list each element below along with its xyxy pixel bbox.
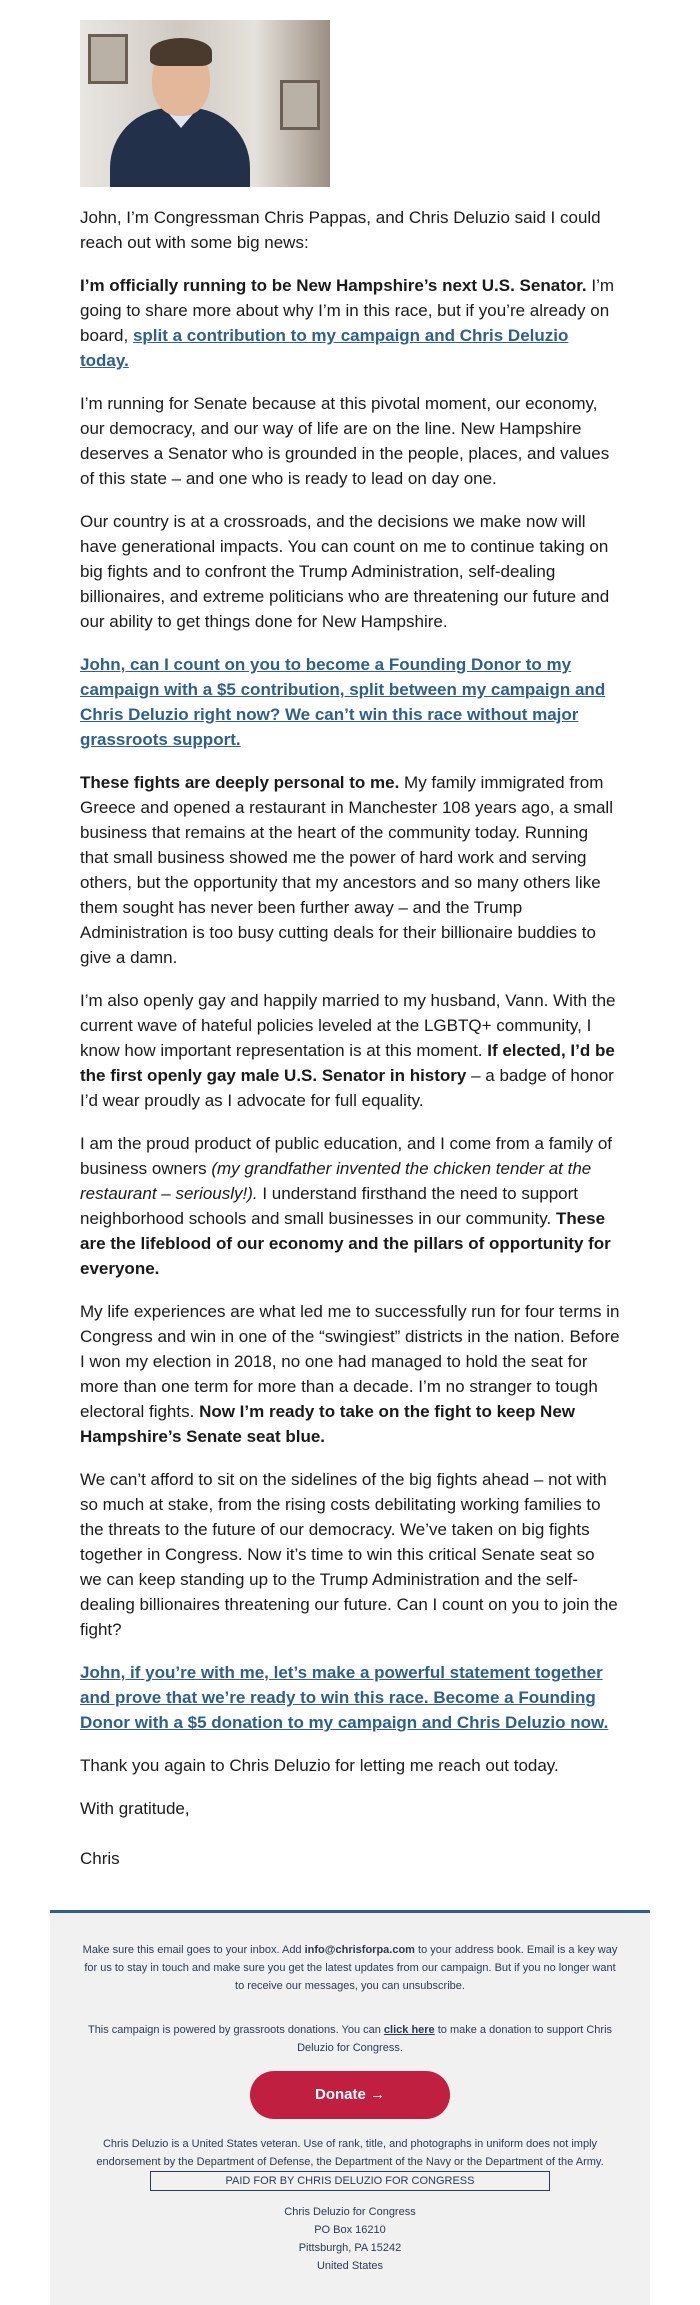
personal-bold: These fights are deeply personal to me. [80,773,400,792]
education-bold: These are the lifeblood of our economy and the pillars of opportunity for everyone. [80,1209,611,1278]
paid-for-box: PAID FOR BY CHRIS DELUZIO FOR CONGRESS [150,2171,550,2191]
representation-paragraph [80,988,620,1113]
representation-bold: If elected, I’d be the first openly gay male U.S. Senator in history [80,1041,615,1085]
statement-link-text[interactable]: John, if you’re with me, let’s make a powerful statement together and prove that we’re ready to win this race. Become a Founding Donor with a $5 donation to my campaign and Chris Deluzio now. [80,1663,609,1732]
address-line-3: Pittsburgh, PA 15242 [298,2242,402,2254]
education-text: I am the proud product of public education, and I come from a family of business owners [80,1134,613,1178]
donate-button[interactable]: Donate → [250,2071,450,2119]
experience-paragraph [80,1299,620,1449]
personal-text: My family immigrated from Greece and opened a restaurant in Manchester 108 years ago, a small business that remains at the heart of the community today. Running that small business showed me the power of hard work and serving others, but the opportunity that my ancestors and so many others like them sought has never been further away – and the Trump Administration is too busy cutting deals for their billionaire buddies to give a damn. [80,773,613,967]
powered-pre: This campaign is powered by grassroots donations. You can [87,2024,384,2036]
sidelines-paragraph: We can’t afford to sit on the sidelines of the big fights ahead – not with so much at stake, from the rising costs debilitating working families to the threats to the future of our democracy. We’ve taken on big fights together in Congress. Now it’s time to win this critical Senate seat so we can keep standing up to the Trump Administration and the self-dealing billionaires threatening our future. Can I count on you to join the fight? [80,1470,618,1639]
email-footer [50,1910,650,2305]
representation-text: I’m also openly gay and happily married to my husband, Vann. With the current wave of hateful policies leveled at the LGBTQ+ community, I know how important representation is at this moment. [80,991,616,1060]
address-line-1: Chris Deluzio for Congress [284,2206,416,2218]
announcement-paragraph [80,273,620,373]
founding-donor-link-text[interactable]: John, can I count on you to become a Founding Donor to my campaign with a $5 contribution, split between my campaign and Chris Deluzio right now? We can’t win this race without major grassroots support. [80,655,606,749]
picture-frame-icon [88,34,128,84]
statement-link[interactable] [80,1660,620,1735]
crossroads-paragraph: Our country is at a crossroads, and the decisions we make now will have generational impacts. You can count on me to continue taking on big fights and to confront the Trump Administration, self-dealing billionaires, and extreme politicians who are threatening our future and our ability to get things done for New Hampshire. [80,512,610,631]
founding-donor-link[interactable] [80,652,620,752]
education-mid: I understand firsthand the need to support neighborhood schools and small businesses in our community. [80,1184,579,1228]
picture-frame-icon [280,80,320,130]
personal-paragraph [80,770,620,970]
thanks-paragraph: Thank you again to Chris Deluzio for letting me reach out today. [80,1756,559,1775]
powered-post: to make a donation to support Chris Deluzio for Congress. [297,2024,613,2054]
portrait-photo [80,20,330,187]
address-line-4: United States [316,2260,384,2272]
inbox-pre: Make sure this email goes to your inbox. Add [82,1944,305,1956]
email-header [80,20,620,187]
inbox-post: to your address book. Email is a key way for us to stay in touch and make sure you get the latest updates from our campaign. But if you no longer want to receive our messages, you can unsubscribe. [84,1944,618,1992]
intro-paragraph: John, I’m Congressman Chris Pappas, and Chris Deluzio said I could reach out with some big news: [80,208,601,252]
experience-bold: Now I’m ready to take on the fight to keep New Hampshire’s Senate seat blue. [80,1402,576,1446]
powered-notice [80,2021,620,2057]
veteran-disclaimer: Chris Deluzio is a United States veteran. Use of rank, title, and photographs in uniform does not imply endorsement by the Department of Defense, the Department of the Navy or the Department of the Army. [96,2138,604,2168]
inbox-email: info@chrisforpa.com [304,1944,415,1956]
split-contribution-link[interactable]: split a contribution to my campaign and Chris Deluzio today. [80,326,569,370]
education-italic: (my grandfather invented the chicken tender at the restaurant – seriously!). [80,1159,592,1203]
click-here-link[interactable]: click here [383,2024,435,2036]
representation-tail: – a badge of honor I’d wear proudly as I advocate for full equality. [80,1066,614,1110]
senate-reason-paragraph: I’m running for Senate because at this pivotal moment, our economy, our democracy, and our way of life are on the line. New Hampshire deserves a Senator who is grounded in the people, places, and values of this state – and one who is ready to lead on day one. [80,394,610,488]
announcement-text: I’m going to share more about why I’m in this race, but if you’re already on board, [80,276,615,345]
hair [150,38,212,66]
announcement-bold: I’m officially running to be New Hampshire’s next U.S. Senator. [80,276,587,295]
inbox-notice [80,1941,620,1995]
signature-name: Chris [80,1849,120,1868]
experience-text: My life experiences are what led me to successfully run for four terms in Congress and win in one of the “swingiest” districts in the nation. Before I won my election in 2018, no one had managed to hold the seat for more than one term for more than a decade. I’m no stranger to tough electoral fights. [80,1302,620,1421]
gratitude-line: With gratitude, [80,1799,190,1818]
address-line-2: PO Box 16210 [314,2224,386,2236]
education-paragraph [80,1131,620,1281]
